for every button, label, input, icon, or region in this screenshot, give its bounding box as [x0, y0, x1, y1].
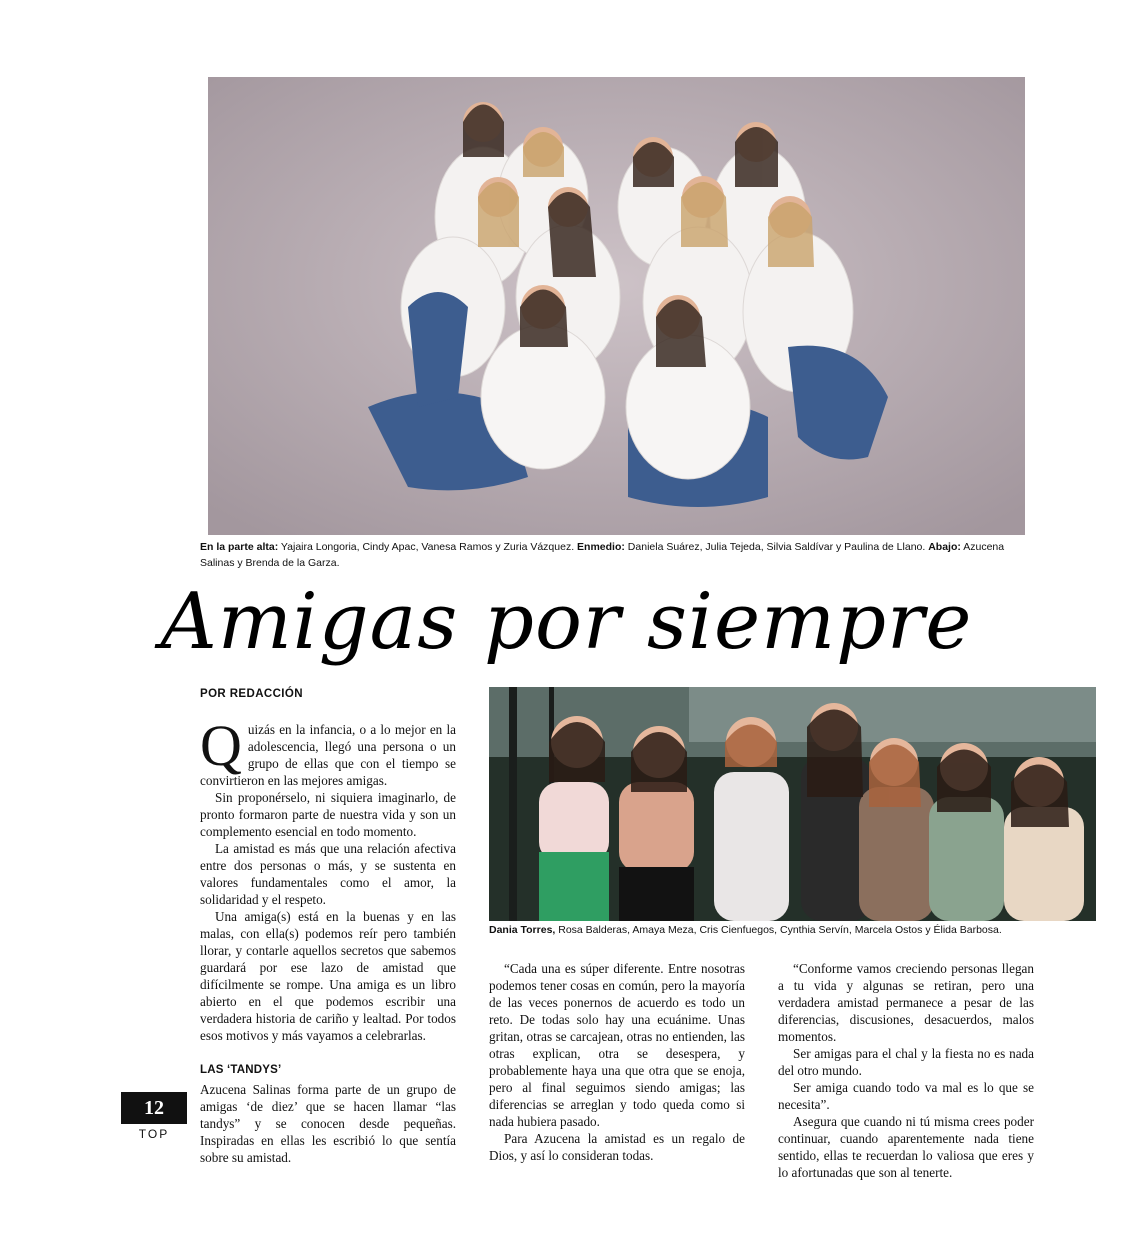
caption-label: Enmedio:: [577, 541, 625, 553]
caption-text: Rosa Balderas, Amaya Meza, Cris Cienfuegos, Cynthia Servín, Marcela Ostos y Élida Barbosa.: [555, 924, 1002, 936]
caption-label: En la parte alta:: [200, 541, 279, 553]
group-photo-top: [208, 77, 1025, 535]
group-photo-friends: [489, 687, 1096, 921]
paragraph: Azucena Salinas forma parte de un grupo de amigas ‘de diez’ que se hacen llamar “las tandys” y se conocen desde pequeñas. Inspiradas en ellas les escribió lo que sentía sobre su amistad.: [200, 1082, 456, 1165]
byline: POR REDACCIÓN: [200, 688, 303, 700]
paragraph: Para Azucena la amistad es un regalo de Dios, y así lo consideran todas.: [489, 1131, 745, 1163]
paragraph: Ser amiga cuando todo va mal es lo que se necesita”.: [778, 1080, 1034, 1112]
drop-cap: Q: [200, 713, 242, 778]
paragraph: Quizás en la infancia, o a lo mejor en la adolescencia, llegó una persona o un grupo de ellas que con el tiempo se convirtieron en las mejores amigas.: [200, 713, 456, 788]
caption-text: Daniela Suárez, Julia Tejeda, Silvia Saldívar y Paulina de Llano.: [624, 541, 929, 553]
paragraph: “Conforme vamos creciendo personas llegan a tu vida y algunas se retiran, pero una verdadera amistad permanece a pesar de las diferencias, discusiones, desacuerdos, malos momentos.: [778, 961, 1034, 1044]
caption-label: Abajo:: [928, 541, 961, 553]
top-photo-caption: [200, 539, 1030, 571]
article-column-3: [778, 960, 1034, 1181]
section-label: TOP: [138, 1127, 170, 1141]
article-column-1: [200, 713, 456, 1166]
caption-text: Yajaira Longoria, Cindy Apac, Vanesa Ramos y Zuria Vázquez.: [278, 541, 578, 553]
subheading: LAS ‘TANDYS’: [200, 1064, 282, 1076]
caption-text: Azucena Salinas y Brenda de la Garza.: [200, 541, 1005, 569]
headline: Amigas por siempre: [160, 577, 973, 667]
caption-label: Dania Torres,: [489, 924, 556, 936]
paragraph: Asegura que cuando ni tú misma crees poder continuar, cuando aparentemente nada tiene sentido, ellas te recuerdan lo valiosa que eres y lo afortunadas que son al tenerte.: [778, 1114, 1034, 1180]
paragraph: “Cada una es súper diferente. Entre nosotras podemos tener cosas en común, pero la mayoría de las veces ponernos de acuerdo es todo un reto. De todas solo hay una ecuánime. Unas gritan, otras se carcajean, otras no entienden, las otras explican, otra se desespera, y probablemente haya una que otra que se enoja, pero al final seguimos siendo amigas; las diferencias se arreglan y todo queda como si nada hubiera pasado.: [489, 961, 745, 1129]
paragraph: Una amiga(s) está en la buenas y en las malas, con ella(s) podemos reír pero también llorar, y contarle aquellos secretos que sabemos guardará por ese lazo de amistad que difícilmente se rompe. Una amiga es un libro abierto en el que podemos escribir una verdadera historia de cariño y lealtad. Por todos esos motivos y más vayamos a celebrarlas.: [200, 909, 456, 1043]
paragraph: La amistad es más que una relación afectiva entre dos personas o más, y se sustenta en valores fundamentales como el amor, la solidaridad y el respeto.: [200, 841, 456, 907]
page-number: 12: [121, 1092, 187, 1124]
group-photo-caption: [489, 923, 1109, 937]
article-column-2: [489, 960, 745, 1164]
paragraph: Ser amigas para el chal y la fiesta no es nada del otro mundo.: [778, 1046, 1034, 1078]
paragraph: Sin proponérselo, ni siquiera imaginarlo, de pronto formaron parte de nuestra vida y son un complemento esencial en todo momento.: [200, 790, 456, 839]
